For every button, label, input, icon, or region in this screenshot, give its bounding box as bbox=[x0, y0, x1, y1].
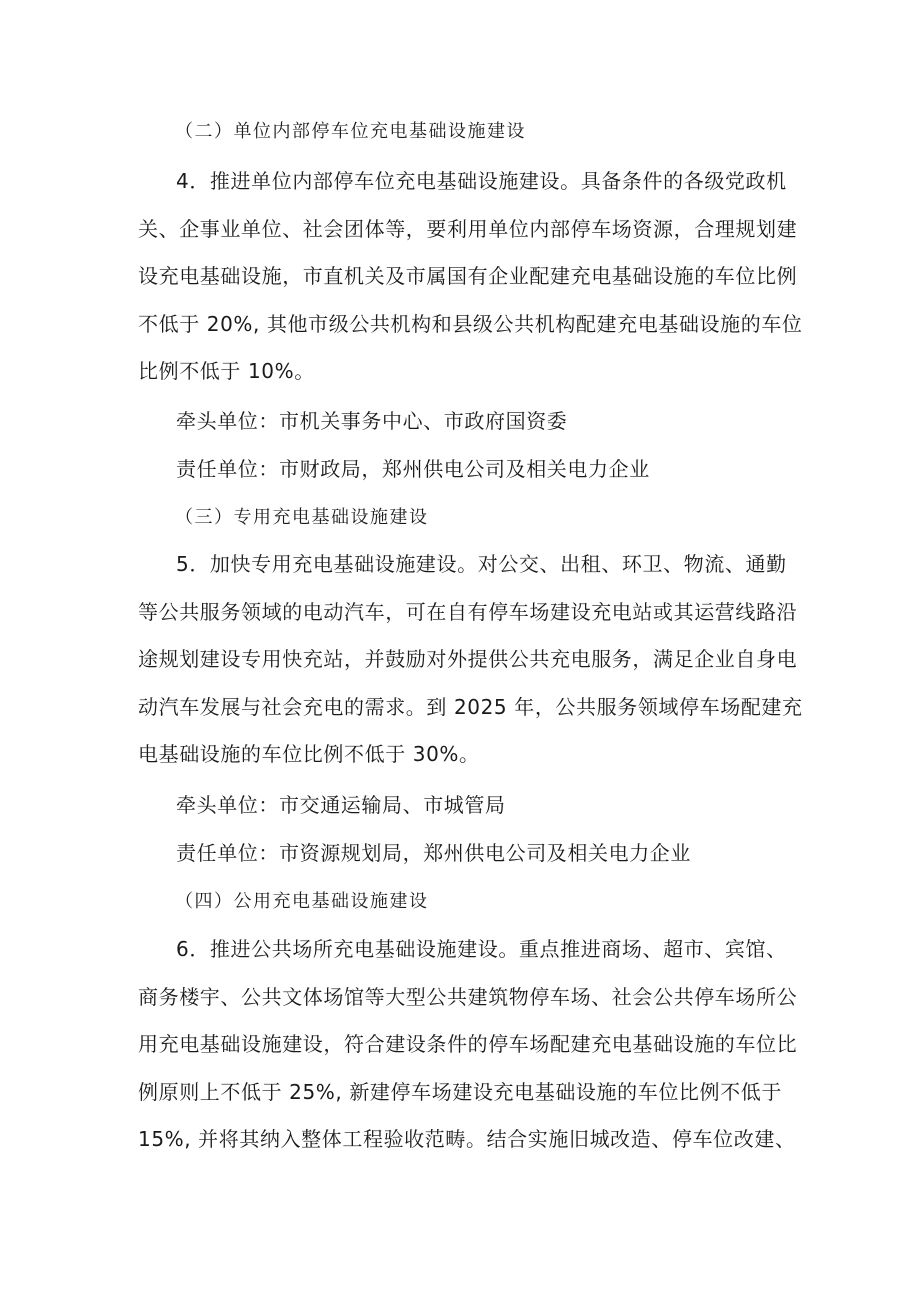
paragraph-line: 不低于 20%, 其他市级公共机构和县级公共机构配建充电基础设施的车位 bbox=[138, 311, 803, 336]
paragraph-line: 设充电基础设施，市直机关及市属国有企业配建充电基础设施的车位比例 bbox=[138, 264, 798, 288]
section-heading-2: （二）单位内部停车位充电基础设施建设 bbox=[175, 121, 526, 142]
paragraph-line: 等公共服务领域的电动汽车，可在自有停车场建设充电站或其运营线路沿 bbox=[138, 599, 798, 624]
paragraph-line: 15%, 并将其纳入整体工程验收范畴。结合实施旧城改造、停车位改建、 bbox=[138, 1127, 796, 1151]
paragraph-line: 例原则上不低于 25%, 新建停车场建设充电基础设施的车位比例不低于 bbox=[138, 1079, 782, 1104]
paragraph-line: 商务楼宇、公共文体场馆等大型公共建筑物停车场、社会公共停车场所公 bbox=[138, 984, 798, 1009]
paragraph-line: 比例不低于 10%。 bbox=[138, 359, 315, 383]
paragraph-line: 4．推进单位内部停车位充电基础设施建设。具备条件的各级党政机 bbox=[176, 169, 787, 193]
paragraph-line: 5．加快专用充电基础设施建设。对公交、出租、环卫、物流、通勤 bbox=[176, 552, 787, 576]
paragraph-line: 电基础设施的车位比例不低于 30%。 bbox=[138, 742, 480, 766]
lead-unit-text: 牵头单位：市交通运输局、市城管局 bbox=[176, 793, 506, 817]
paragraph-line: 途规划建设专用快充站，并鼓励对外提供公共充电服务，满足企业自身电 bbox=[138, 647, 798, 671]
paragraph-5 bbox=[138, 541, 803, 779]
section-heading-4: （四）公用充电基础设施建设 bbox=[175, 891, 429, 912]
paragraph-line: 6．推进公共场所充电基础设施建设。重点推进商场、超市、宾馆、 bbox=[176, 937, 787, 961]
responsible-unit-text: 责任单位：市财政局，郑州供电公司及相关电力企业 bbox=[176, 457, 650, 481]
section-heading-3: （三）专用充电基础设施建设 bbox=[175, 507, 429, 528]
responsible-unit-text: 责任单位：市资源规划局，郑州供电公司及相关电力企业 bbox=[176, 841, 691, 865]
paragraph-6 bbox=[138, 926, 798, 1164]
paragraph-line: 动汽车发展与社会充电的需求。到 2025 年，公共服务领域停车场配建充 bbox=[138, 694, 803, 719]
lead-unit-text: 牵头单位：市机关事务中心、市政府国资委 bbox=[176, 409, 568, 433]
paragraph-4 bbox=[138, 158, 803, 396]
paragraph-line: 关、企事业单位、社会团体等，要利用单位内部停车场资源，合理规划建 bbox=[138, 216, 798, 241]
paragraph-line: 用充电基础设施建设，符合建设条件的停车场配建充电基础设施的车位比 bbox=[138, 1032, 798, 1056]
